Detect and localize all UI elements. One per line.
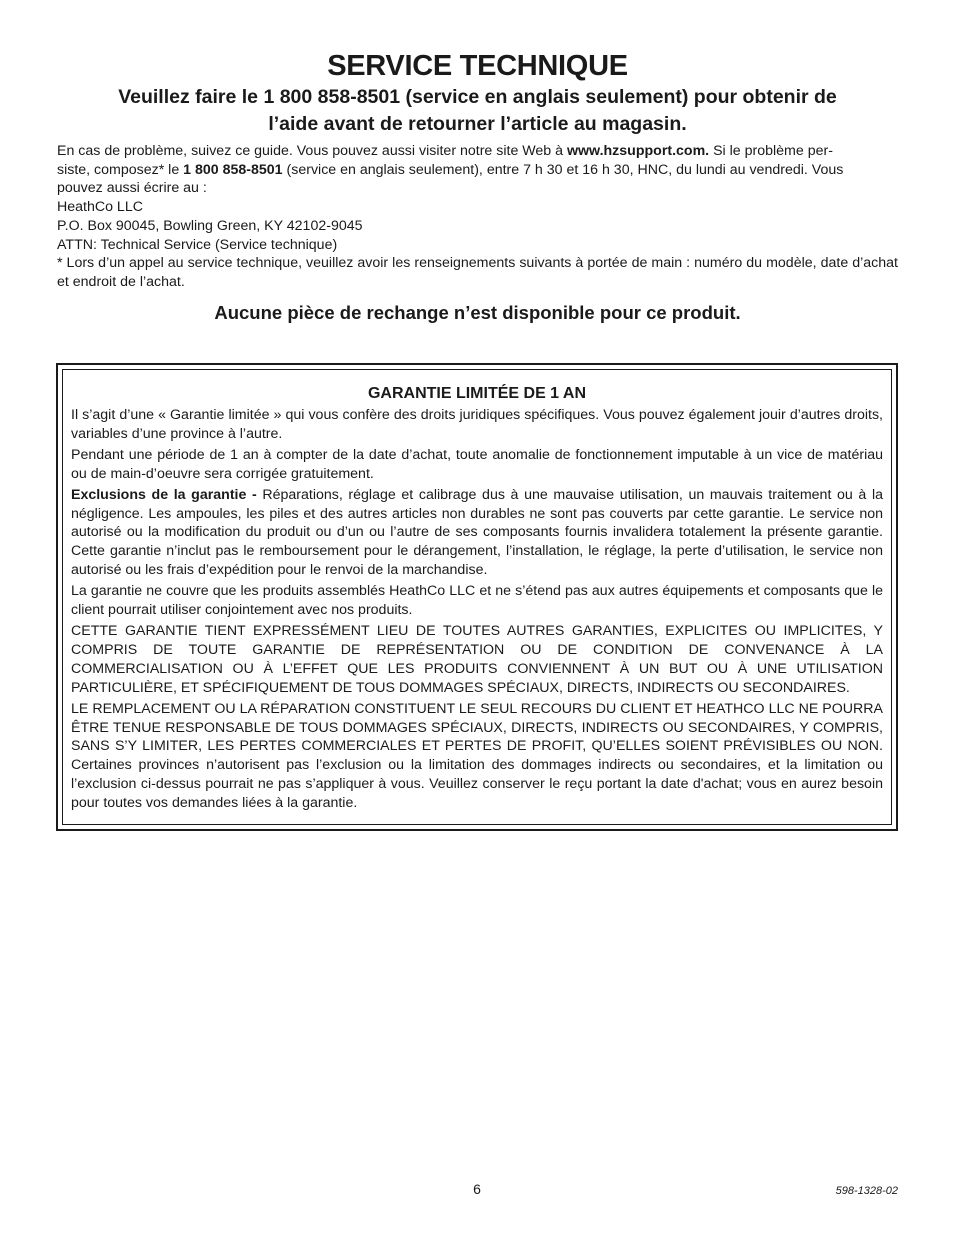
service-subtitle [57, 84, 898, 138]
service-section [57, 48, 898, 325]
phone-number: 1 800 858-8501 [183, 161, 283, 178]
no-parts-notice: Aucune pièce de rechange n’est disponible pour ce produit. [214, 301, 741, 323]
warranty-para-4: La garantie ne couvre que les produits assemblés HeathCo LLC et ne s’étend pas aux autres équipements et composants que le client pourrait utiliser conjointement avec nos produits. [71, 583, 883, 619]
subtitle-line-1: Veuillez faire le 1 800 858-8501 (service en anglais seulement) pour obtenir de [118, 86, 837, 108]
address-attn: ATTN: Technical Service (Service technique) [57, 236, 338, 253]
warranty-title: GARANTIE LIMITÉE DE 1 AN [367, 385, 587, 402]
address-box: P.O. Box 90045, Bowling Green, KY 42102-9045 [57, 217, 363, 234]
intro-text-1a: En cas de problème, suivez ce guide. Vous pouvez aussi visiter notre site Web à [57, 143, 567, 159]
warranty-para-5: CETTE GARANTIE TIENT EXPRESSÉMENT LIEU DE TOUTES AUTRES GARANTIES, EXPLICITES OU IMPLICITES, Y COMPRIS DE TOUTE GARANTIE DE REPRÉSENTATION OU DE CONDITION DE CONVENANCE À LA COMMERCIALISATION OU À L’EFFET QUE LES PRODUITS CONVIENNENT À UN BUT OU À UNE UTILISATION PARTICULIÈRE, ET SPÉCIFIQUEMENT DE TOUS DOMMAGES SPÉCIAUX, DIRECTS, INDIRECTS OU SECONDAIRES. [71, 622, 883, 696]
exclusions-text: Réparations, réglage et calibrage dus à une mauvaise utilisation, un mauvais traitement ou à la négligence. Les ampoules, les piles et des autres articles non durables ne sont pas couverts par cette garantie. Le service non autorisé ou la modification du produit ou d’un ou l’autre de ses composants fournis invalidera totalement la présente garantie. Cette garantie n’inclut pas le remboursement pour le dérangement, l’installation, le réglage, la perte d’utilisation, le service non autorisé ou les frais d’expédition pour le renvoi de la marchandise. [71, 486, 883, 579]
subtitle-line-2: l’aide avant de retourner l’article au magasin. [268, 113, 687, 135]
intro-text-2b: (service en anglais seulement), entre 7 h 30 et 16 h 30, HNC, du lundi au vendredi. Vous [282, 161, 844, 178]
warranty-para-6: LE REMPLACEMENT OU LA RÉPARATION CONSTITUENT LE SEUL RECOURS DU CLIENT ET HEATHCO LLC NE POURRA ÊTRE TENUE RESPONSABLE DE TOUS DOMMAGES SPÉCIAUX, DIRECTS, INDIRECTS OU SECONDAIRES, Y COMPRIS, SANS S’Y LIMITER, LES PERTES COMMERCIALES ET PERTES DE PROFIT, QU’ELLES SOIENT PRÉVISIBLES OU NON. Certaines provinces n’autorisent pas l’exclusion ou la limitation des dommages indirects ou secondaires, et la limitation ou l’exclusion ci-dessus pourrait ne pas s’appliquer à vous. Veuillez conserver le reçu portant la date d'achat; vous en aurez besoin pour toutes vos demandes liées à la garantie. [71, 700, 883, 812]
address-company: HeathCo LLC [57, 199, 143, 216]
intro-line-3: pouvez aussi écrire au : [57, 180, 207, 197]
intro-line-2 [57, 161, 898, 180]
page-number: 6 [473, 1181, 481, 1197]
service-intro [57, 142, 898, 292]
intro-line-1 [57, 142, 898, 161]
warranty-box [56, 363, 898, 831]
warranty-para-1: Il s’agit d’une « Garantie limitée » qui vous confère des droits juridiques spécifiques. Vous pouvez également jouir d’autres droits, variables d’une province à l’autre. [71, 407, 883, 442]
exclusions-label: Exclusions de la garantie - [71, 486, 263, 503]
page-title: SERVICE TECHNIQUE [327, 50, 628, 82]
document-code: 598-1328-02 [835, 1185, 898, 1197]
warranty-para-2: Pendant une période de 1 an à compter de la date d’achat, toute anomalie de fonctionnement imputable à un vice de matériau ou de main-d’oeuvre sera corrigée gratuitement. [71, 446, 883, 482]
intro-text-1b: Si le problème per- [709, 143, 833, 159]
intro-text-2a: siste, composez* le [57, 161, 184, 178]
footnote: * Lors d’un appel au service technique, veuillez avoir les renseignements suivants à portée de main : numéro du modèle, date d’achat et endroit de l’achat. [57, 255, 898, 290]
warranty-para-3 [71, 486, 883, 581]
website-link[interactable]: www.hzsupport.com. [566, 143, 710, 159]
warranty-inner-border [62, 369, 892, 825]
